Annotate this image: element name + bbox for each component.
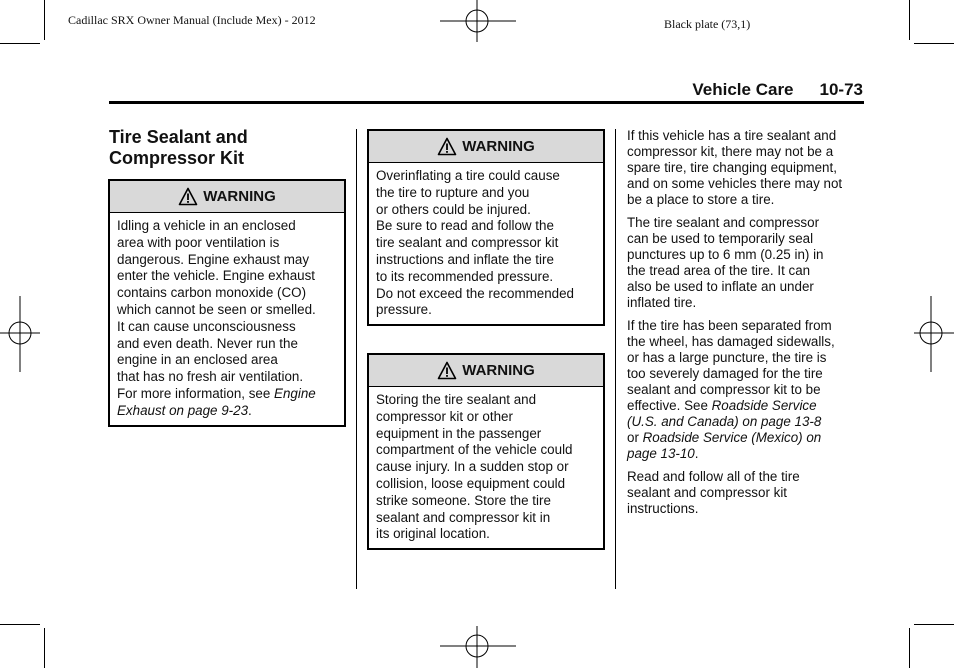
crop-mark [914, 43, 954, 44]
text-line: pressure. [376, 302, 432, 318]
warning-header [369, 131, 603, 163]
paragraph [627, 318, 867, 462]
warning-label: WARNING [203, 188, 276, 205]
ref-prefix: For more information, see [117, 385, 275, 401]
paragraph [627, 215, 867, 311]
text-line: Idling a vehicle in an enclosed [117, 218, 296, 233]
text-line: tire sealant and compressor kit [376, 235, 559, 251]
warning-label: WARNING [462, 362, 535, 379]
text-line: contains carbon monoxide (CO) [117, 285, 307, 301]
page-number: 10-73 [819, 80, 863, 99]
column-divider [615, 129, 616, 589]
body-text-column [627, 128, 867, 524]
text-line: compartment of the vehicle could [376, 442, 573, 458]
cross-reference-link[interactable]: page 13-10 [627, 446, 695, 461]
text-line: can be used to temporarily seal [627, 231, 814, 246]
crop-mark [909, 628, 910, 668]
warning-text [110, 213, 344, 426]
text-line: instructions and inflate the tire [376, 251, 554, 267]
warning-triangle-icon [437, 137, 457, 156]
section-title [109, 127, 349, 169]
section-name: Vehicle Care [692, 80, 794, 99]
registration-mark-bottom [440, 626, 516, 668]
running-head [692, 80, 863, 100]
paragraph [627, 469, 867, 517]
crop-mark [0, 624, 40, 625]
text-fragment: . [694, 446, 699, 461]
text-fragment: effective. See [627, 398, 712, 413]
text-line [117, 403, 338, 420]
text-line: sealant and compressor kit in [376, 509, 551, 525]
text-line: Storing the tire sealant and [376, 392, 537, 407]
warning-triangle-icon [437, 361, 457, 380]
header-rule [109, 101, 864, 104]
text-line: The tire sealant and compressor [627, 215, 820, 230]
text-line: instructions. [627, 501, 699, 516]
ref-suffix: . [248, 402, 252, 418]
crop-mark [44, 0, 45, 40]
text-line [627, 430, 867, 446]
text-line: the tire to rupture and you [376, 184, 530, 200]
warning-header [369, 355, 603, 387]
text-line: If the tire has been separated from [627, 318, 832, 333]
text-fragment: or [627, 430, 643, 445]
title-line: Compressor Kit [109, 148, 245, 168]
paragraph [627, 128, 867, 208]
text-line: enter the vehicle. Engine exhaust [117, 268, 316, 284]
text-line: the tread area of the tire. It can [627, 263, 811, 278]
text-line: strike someone. Store the tire [376, 492, 551, 508]
text-line: Do not exceed the recommended [376, 285, 575, 301]
text-line: be a place to store a tire. [627, 192, 775, 207]
text-line: equipment in the passenger [376, 425, 542, 441]
text-line: sealant and compressor kit [627, 485, 788, 500]
text-line: or has a large puncture, the tire is [627, 350, 827, 365]
cross-reference-link[interactable]: (U.S. and Canada) on page 13-8 [627, 414, 822, 429]
text-line: Read and follow all of the tire [627, 469, 800, 484]
column-divider [356, 129, 357, 589]
text-line: also be used to inflate an under [627, 279, 814, 294]
text-line: Overinflating a tire could cause [376, 168, 560, 183]
text-line: sealant and compressor kit to be [627, 382, 821, 397]
text-line [627, 446, 867, 462]
text-line: If this vehicle has a tire sealant and [627, 128, 837, 143]
warning-header [110, 181, 344, 213]
crop-mark [0, 43, 40, 44]
crop-mark [44, 628, 45, 668]
text-line: too severely damaged for the tire [627, 366, 823, 381]
text-line: or others could be injured. [376, 201, 531, 217]
text-line: that has no fresh air ventilation. [117, 369, 304, 385]
warning-box-storage [367, 353, 605, 550]
text-line: compressor kit, there may not be a [627, 144, 834, 159]
warning-text [369, 163, 603, 325]
text-line: cause injury. In a sudden stop or [376, 459, 569, 475]
text-line [117, 386, 338, 403]
text-line: engine in an enclosed area [117, 352, 278, 368]
text-line: area with poor ventilation is [117, 234, 280, 250]
text-line: the wheel, has damaged sidewalls, [627, 334, 835, 349]
plate-label: Black plate (73,1) [664, 17, 751, 31]
text-line: to its recommended pressure. [376, 268, 554, 284]
text-line: compressor kit or other [376, 408, 513, 424]
warning-text [369, 387, 603, 549]
crop-mark [914, 624, 954, 625]
registration-mark-top [440, 0, 516, 42]
cross-reference-link[interactable]: Engine [274, 385, 316, 401]
text-line: dangerous. Engine exhaust may [117, 251, 310, 267]
text-line [627, 398, 867, 414]
text-line: inflated tire. [627, 295, 697, 310]
text-line: and even death. Never run the [117, 335, 298, 351]
text-line: spare tire, tire changing equipment, [627, 160, 837, 175]
cross-reference-link[interactable]: Roadside Service [711, 398, 817, 413]
cross-reference-link[interactable]: Roadside Service (Mexico) on [642, 430, 822, 445]
cross-reference-link[interactable]: Exhaust on page 9-23 [117, 402, 249, 418]
text-line: punctures up to 6 mm (0.25 in) in [627, 247, 824, 262]
registration-mark-right [914, 296, 954, 372]
title-line: Tire Sealant and [109, 127, 248, 147]
warning-box-overinflation [367, 129, 605, 326]
crop-mark [909, 0, 910, 40]
text-line: Be sure to read and follow the [376, 218, 554, 234]
warning-triangle-icon [178, 187, 198, 206]
warning-box-exhaust [108, 179, 346, 427]
text-line: and on some vehicles there may not [627, 176, 843, 191]
text-line: which cannot be seen or smelled. [117, 301, 316, 317]
text-line: It can cause unconsciousness [117, 318, 296, 334]
text-line: its original location. [376, 526, 490, 542]
registration-mark-left [0, 296, 40, 372]
text-line: collision, loose equipment could [376, 475, 566, 491]
warning-label: WARNING [462, 138, 535, 155]
manual-title: Cadillac SRX Owner Manual (Include Mex) - 2012 [68, 13, 316, 27]
